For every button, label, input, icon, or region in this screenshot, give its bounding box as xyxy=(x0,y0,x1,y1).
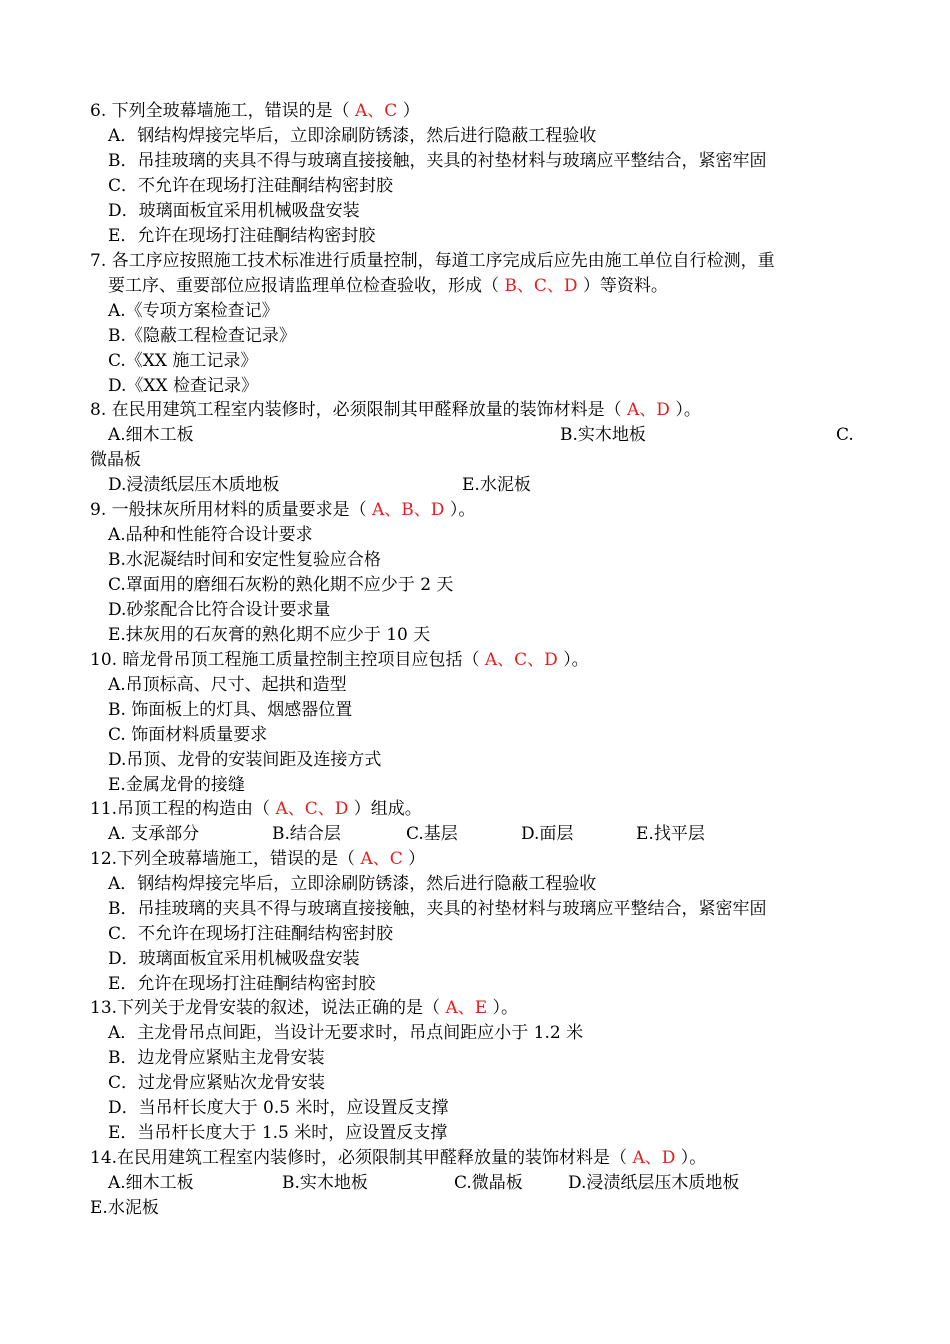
options-row xyxy=(0,473,950,498)
question-stem-text: 6. 下列全玻幕墙施工，错误的是（ xyxy=(90,101,350,121)
question-stem-text: 9. 一般抹灰所用材料的质量要求是（ xyxy=(90,500,367,520)
question-stem-text: ）等资料。 xyxy=(582,276,668,296)
question-stem-text: ）。 xyxy=(492,998,519,1018)
question-8-stem xyxy=(90,398,701,423)
question-9-stem xyxy=(90,498,475,523)
question-7-stem: 7. 各工序应按照施工技术标准进行质量控制，每道工序完成后应先由施工单位自行检测，重 xyxy=(90,251,775,271)
option-line: C.《XX 施工记录》 xyxy=(108,351,258,371)
question-11-stem xyxy=(90,797,422,822)
option-line: A．钢结构焊接完毕后，立即涂刷防锈漆，然后进行隐蔽工程验收 xyxy=(108,126,597,146)
question-6-stem xyxy=(90,99,420,124)
option-e: E.水泥板 xyxy=(90,1198,159,1218)
option-line: C．不允许在现场打注硅酮结构密封胶 xyxy=(108,924,394,944)
question-10-stem xyxy=(90,648,589,673)
option-line: D.砂浆配合比符合设计要求量 xyxy=(108,600,331,620)
answer-text: A、D xyxy=(621,400,676,420)
option-line: E．允许在现场打注硅酮结构密封胶 xyxy=(108,226,376,246)
option-line: C.罩面用的磨细石灰粉的熟化期不应少于 2 天 xyxy=(108,575,454,595)
option-line: C．过龙骨应紧贴次龙骨安装 xyxy=(108,1073,326,1093)
question-stem-text: 要工序、重要部位应报请监理单位检查验收，形成（ xyxy=(108,276,499,296)
question-stem-text: ）。 xyxy=(680,1148,707,1168)
option-line: B.水泥凝结时间和安定性复验应合格 xyxy=(108,550,381,570)
option-line: A.品种和性能符合设计要求 xyxy=(108,525,313,545)
answer-text: A、C、D xyxy=(479,650,564,670)
option-line: A.吊顶标高、尺寸、起拱和造型 xyxy=(108,675,347,695)
question-stem-text: 13.下列关于龙骨安装的叙述，说法正确的是（ xyxy=(90,998,441,1018)
question-13-stem xyxy=(90,996,518,1021)
option-line: D．玻璃面板宜采用机械吸盘安装 xyxy=(108,201,360,221)
question-stem-text: ）。 xyxy=(675,400,701,420)
option-line: E．当吊杆长度大于 1.5 米时，应设置反支撑 xyxy=(108,1123,448,1143)
option-line: C. 饰面材料质量要求 xyxy=(108,725,268,745)
option-line: D.吊顶、龙骨的安装间距及连接方式 xyxy=(108,750,382,770)
option-c: C.基层 xyxy=(406,824,458,844)
option-d: D.面层 xyxy=(521,824,574,844)
question-12-stem xyxy=(90,847,425,872)
option-line: A．主龙骨吊点间距，当设计无要求时，吊点间距应小于 1.2 米 xyxy=(108,1023,584,1043)
options-row xyxy=(0,423,950,448)
question-stem-text: ）。 xyxy=(563,650,589,670)
question-stem-text: ）。 xyxy=(449,500,476,520)
question-stem-text: ） xyxy=(408,849,426,869)
option-line: C．不允许在现场打注硅酮结构密封胶 xyxy=(108,176,394,196)
option-line: D.《XX 检查记录》 xyxy=(108,376,259,396)
option-b: B.实木地板 xyxy=(282,1173,368,1193)
option-e: E.水泥板 xyxy=(462,475,531,495)
option-line: E.金属龙骨的接缝 xyxy=(108,775,245,795)
option-c: C.微晶板 xyxy=(454,1173,523,1193)
answer-text: B、C、D xyxy=(499,276,583,296)
answer-text: A、E xyxy=(440,998,493,1018)
option-b: B.结合层 xyxy=(272,824,341,844)
option-line: A．钢结构焊接完毕后，立即涂刷防锈漆，然后进行隐蔽工程验收 xyxy=(108,874,597,894)
option-d: D.浸渍纸层压木质地板 xyxy=(568,1173,740,1193)
question-stem-text: ） xyxy=(402,101,420,121)
option-line: B．边龙骨应紧贴主龙骨安装 xyxy=(108,1048,325,1068)
question-stem-text: 14.在民用建筑工程室内装修时，必须限制其甲醛释放量的装饰材料是（ xyxy=(90,1148,628,1168)
options-row xyxy=(0,822,950,847)
option-line: B. 饰面板上的灯具、烟感器位置 xyxy=(108,700,353,720)
answer-text: A、C xyxy=(349,101,403,121)
question-7-stem-cont xyxy=(108,274,668,299)
question-stem-text: ）组成。 xyxy=(353,799,422,819)
question-stem-text: 8. 在民用建筑工程室内装修时，必须限制其甲醛释放量的装饰材料是（ xyxy=(90,400,622,420)
option-e: E.找平层 xyxy=(636,824,705,844)
option-c-wrap: 微晶板 xyxy=(90,450,141,470)
option-a: A.细木工板 xyxy=(108,1173,194,1193)
question-stem-text: 11.吊顶工程的构造由（ xyxy=(90,799,271,819)
option-b: B.实木地板 xyxy=(560,425,646,445)
option-a: A. 支承部分 xyxy=(108,824,200,844)
question-stem-text: 10. 暗龙骨吊顶工程施工质量控制主控项目应包括（ xyxy=(90,650,480,670)
option-a: A.细木工板 xyxy=(108,425,194,445)
answer-text: A、D xyxy=(627,1148,681,1168)
option-line: D．当吊杆长度大于 0.5 米时，应设置反支撑 xyxy=(108,1098,449,1118)
answer-text: A、C、D xyxy=(270,799,354,819)
answer-text: A、B、D xyxy=(366,500,450,520)
question-stem-text: 12.下列全玻幕墙施工，错误的是（ xyxy=(90,849,356,869)
answer-text: A、C xyxy=(355,849,409,869)
option-c: C. xyxy=(836,425,854,445)
option-line: B.《隐蔽工程检查记录》 xyxy=(108,326,296,346)
option-line: D．玻璃面板宜采用机械吸盘安装 xyxy=(108,949,360,969)
option-d: D.浸渍纸层压木质地板 xyxy=(108,475,280,495)
option-line: E.抹灰用的石灰膏的熟化期不应少于 10 天 xyxy=(108,625,431,645)
options-row xyxy=(0,1171,950,1196)
option-line: E．允许在现场打注硅酮结构密封胶 xyxy=(108,974,376,994)
option-line: B．吊挂玻璃的夹具不得与玻璃直接接触，夹具的衬垫材料与玻璃应平整结合，紧密牢固 xyxy=(108,899,767,919)
option-line: A.《专项方案检查记》 xyxy=(108,301,279,321)
option-line: B．吊挂玻璃的夹具不得与玻璃直接接触，夹具的衬垫材料与玻璃应平整结合，紧密牢固 xyxy=(108,151,767,171)
question-14-stem xyxy=(90,1146,706,1171)
